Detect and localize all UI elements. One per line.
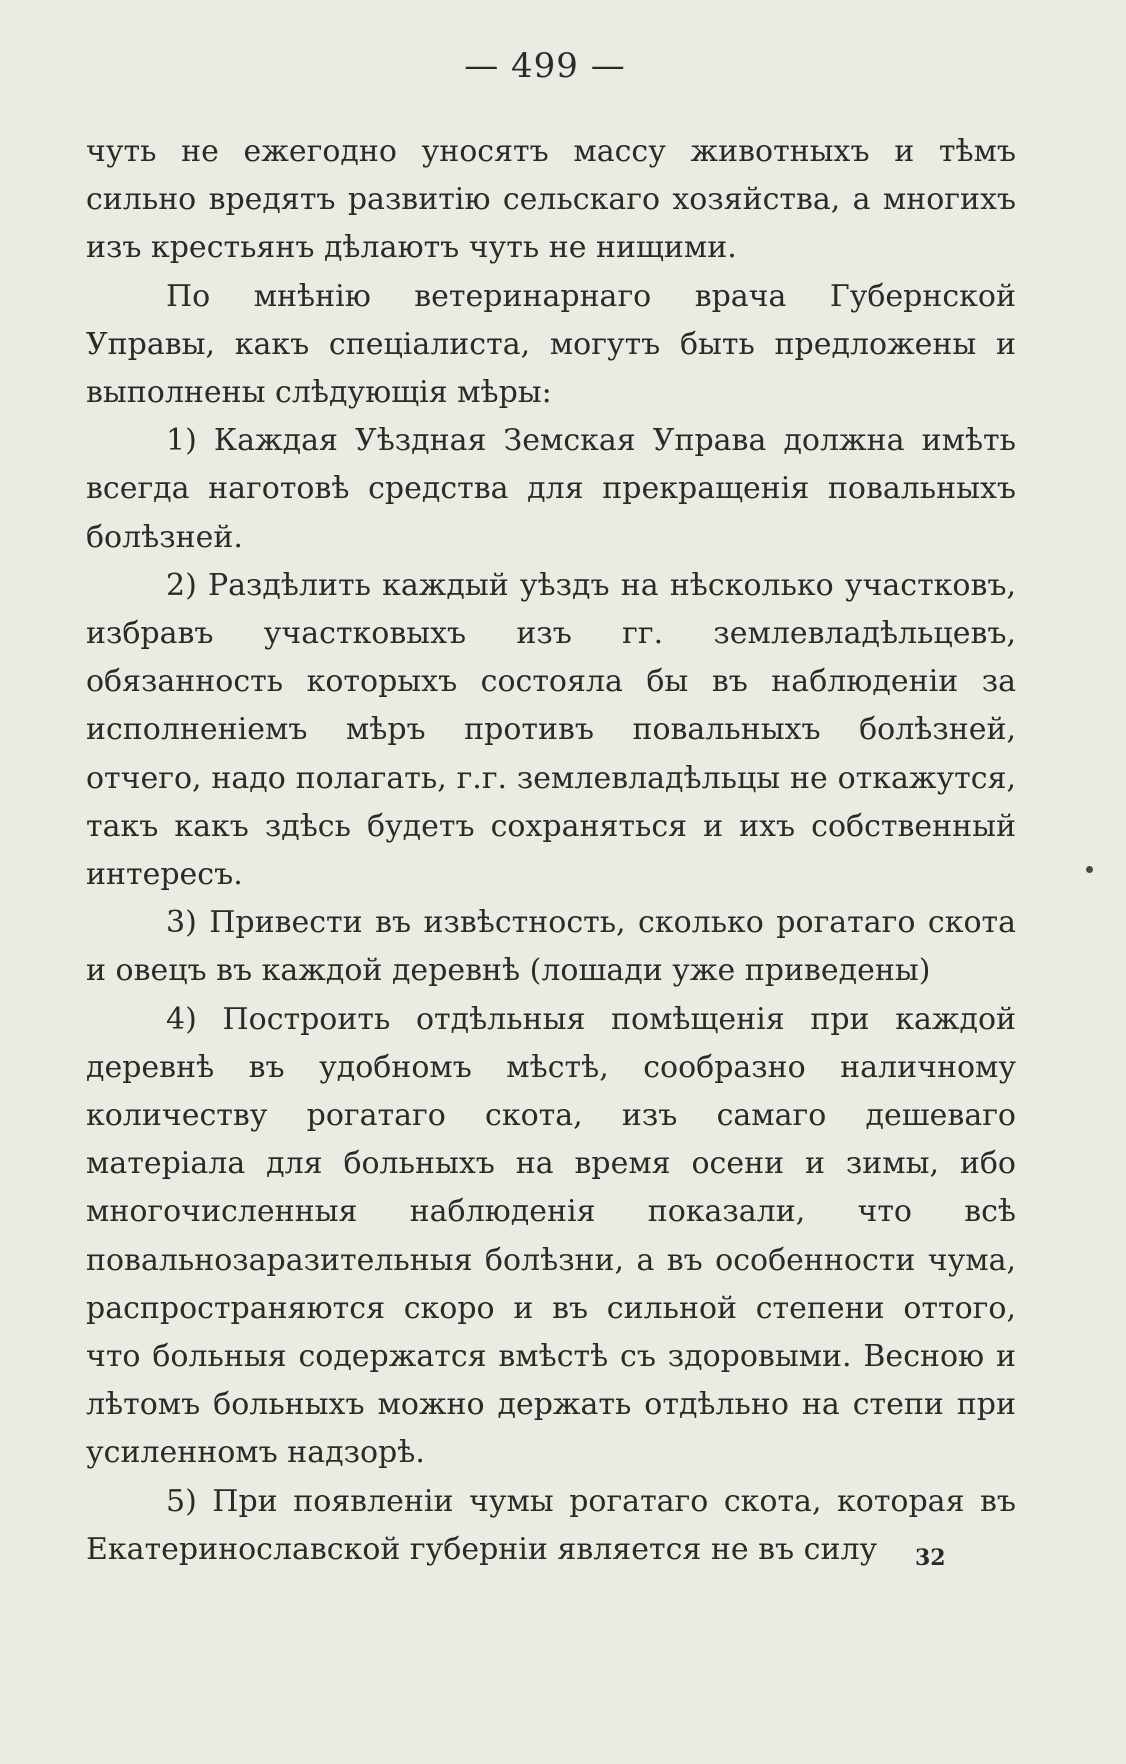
body-text <box>86 128 1016 1574</box>
paragraph-intro: По мнѣнію ветеринарнаго врача Губернской Управы, какъ спеціалиста, могутъ быть предложены и выполнены слѣдующія мѣры: <box>86 278 1016 411</box>
page-number: — 499 — <box>464 46 626 86</box>
paragraph-continuation: чуть не ежегодно уносятъ массу животныхъ и тѣмъ сильно вредятъ развитію сельскаго хозяйства, а многихъ изъ крестьянъ дѣлаютъ чуть не нищими. <box>86 134 1016 266</box>
paragraph-measure-2: 2) Раздѣлить каждый уѣздъ на нѣсколько участковъ, избравъ участковыхъ изъ гг. землевладѣльцевъ, обязанность которыхъ состояла бы въ наблюденіи за исполненіемъ мѣръ противъ повальныхъ болѣзней, отчего, надо полагать, г.г. землевладѣльцы не откажутся, такъ какъ здѣсь будетъ сохраняться и ихъ собственный интересъ. <box>86 567 1016 893</box>
ink-speck <box>1086 866 1093 873</box>
printer-signature-mark: 32 <box>915 1545 946 1571</box>
paragraph-measure-5: 5) При появленіи чумы рогатаго скота, которая въ Екатеринославской губерніи является не въ силу <box>86 1483 1016 1567</box>
paragraph-measure-1: 1) Каждая Уѣздная Земская Управа должна имѣть всегда наготовѣ средства для прекращенія повальныхъ болѣзней. <box>86 423 1016 555</box>
paragraph-measure-3: 3) Привести въ извѣстность, сколько рогатаго скота и овецъ въ каждой деревнѣ (лошади уже приведены) <box>86 905 1016 989</box>
paragraph-measure-4: 4) Построить отдѣльныя помѣщенія при каждой деревнѣ въ удобномъ мѣстѣ, сообразно наличному количеству рогатаго скота, изъ самаго дешеваго матеріала для больныхъ на время осени и зимы, ибо многочисленныя наблюденія показали, что всѣ повальнозаразительныя болѣзни, а въ особенности чума, распространяются скоро и въ сильной степени оттого, что больныя содержатся вмѣстѣ съ здоровыми. Весною и лѣтомъ больныхъ можно держать отдѣльно на степи при усиленномъ надзорѣ. <box>86 1001 1016 1471</box>
